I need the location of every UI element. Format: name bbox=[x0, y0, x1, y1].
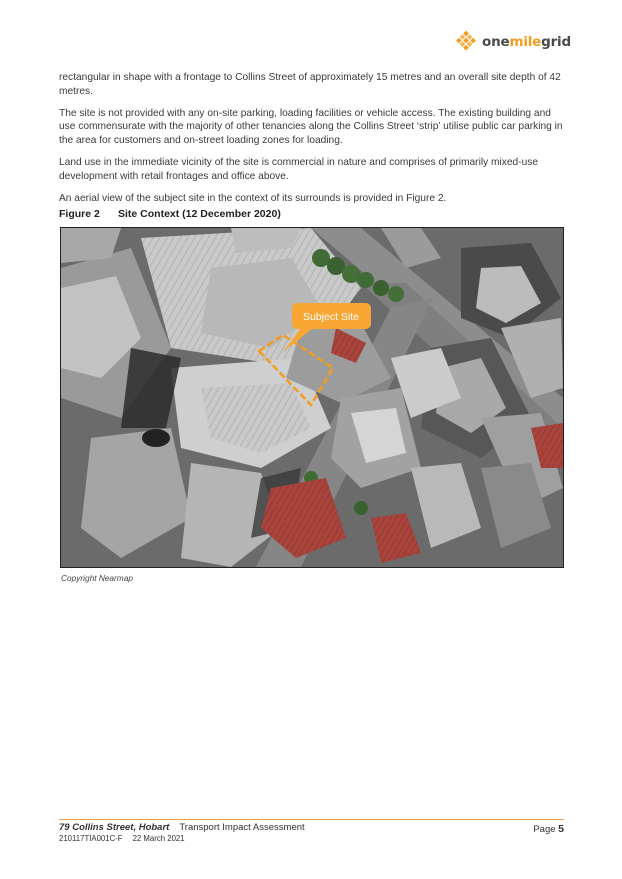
subject-site-label: Subject Site bbox=[302, 311, 360, 323]
figure-number: Figure 2 bbox=[59, 208, 100, 220]
footer-title-line bbox=[59, 822, 305, 833]
page-number: 5 bbox=[558, 823, 564, 835]
aerial-photo-drawing bbox=[61, 228, 563, 567]
logo-word-grid: grid bbox=[541, 34, 571, 50]
footer-reference: 210117TIA001C-F bbox=[59, 834, 123, 843]
page-label: Page bbox=[533, 824, 556, 835]
paragraph-land-use: Land use in the immediate vicinity of the site is commercial in nature and comprises of primarily mixed-use development with retail frontages and office above. bbox=[59, 156, 539, 182]
aerial-photo bbox=[60, 227, 564, 568]
paragraph-parking: The site is not provided with any on-site parking, loading facilities or vehicle access. The existing building and use commensurate with the majority of other tenancies along the Collins Street ‘strip’ utilise public car parking in the area for customers and on-street loading zones for loading. bbox=[59, 107, 563, 147]
image-credit: Copyright Nearmap bbox=[61, 573, 133, 583]
logo-word-one: one bbox=[482, 34, 510, 50]
footer-date: 22 March 2021 bbox=[132, 834, 185, 843]
grid-logo-icon bbox=[453, 30, 479, 54]
footer-reference-line bbox=[59, 834, 185, 843]
onemilegrid-logo bbox=[453, 30, 571, 54]
paragraph-site-dimensions: rectangular in shape with a frontage to Collins Street of approximately 15 metres and an overall site depth of 42 metres. bbox=[59, 72, 561, 97]
page-indicator bbox=[533, 823, 564, 835]
logo-word-mile: mile bbox=[509, 34, 542, 50]
logo-wordmark bbox=[482, 34, 571, 50]
figure-title: Site Context (12 December 2020) bbox=[118, 208, 281, 220]
footer-divider bbox=[59, 819, 564, 820]
body-text bbox=[59, 71, 565, 213]
footer-site-name: 79 Collins Street, Hobart bbox=[59, 822, 170, 833]
footer-document-title: Transport Impact Assessment bbox=[179, 822, 305, 833]
figure-caption bbox=[59, 208, 281, 220]
paragraph-aerial-intro: An aerial view of the subject site in the context of its surrounds is provided in Figure 2. bbox=[59, 192, 447, 204]
